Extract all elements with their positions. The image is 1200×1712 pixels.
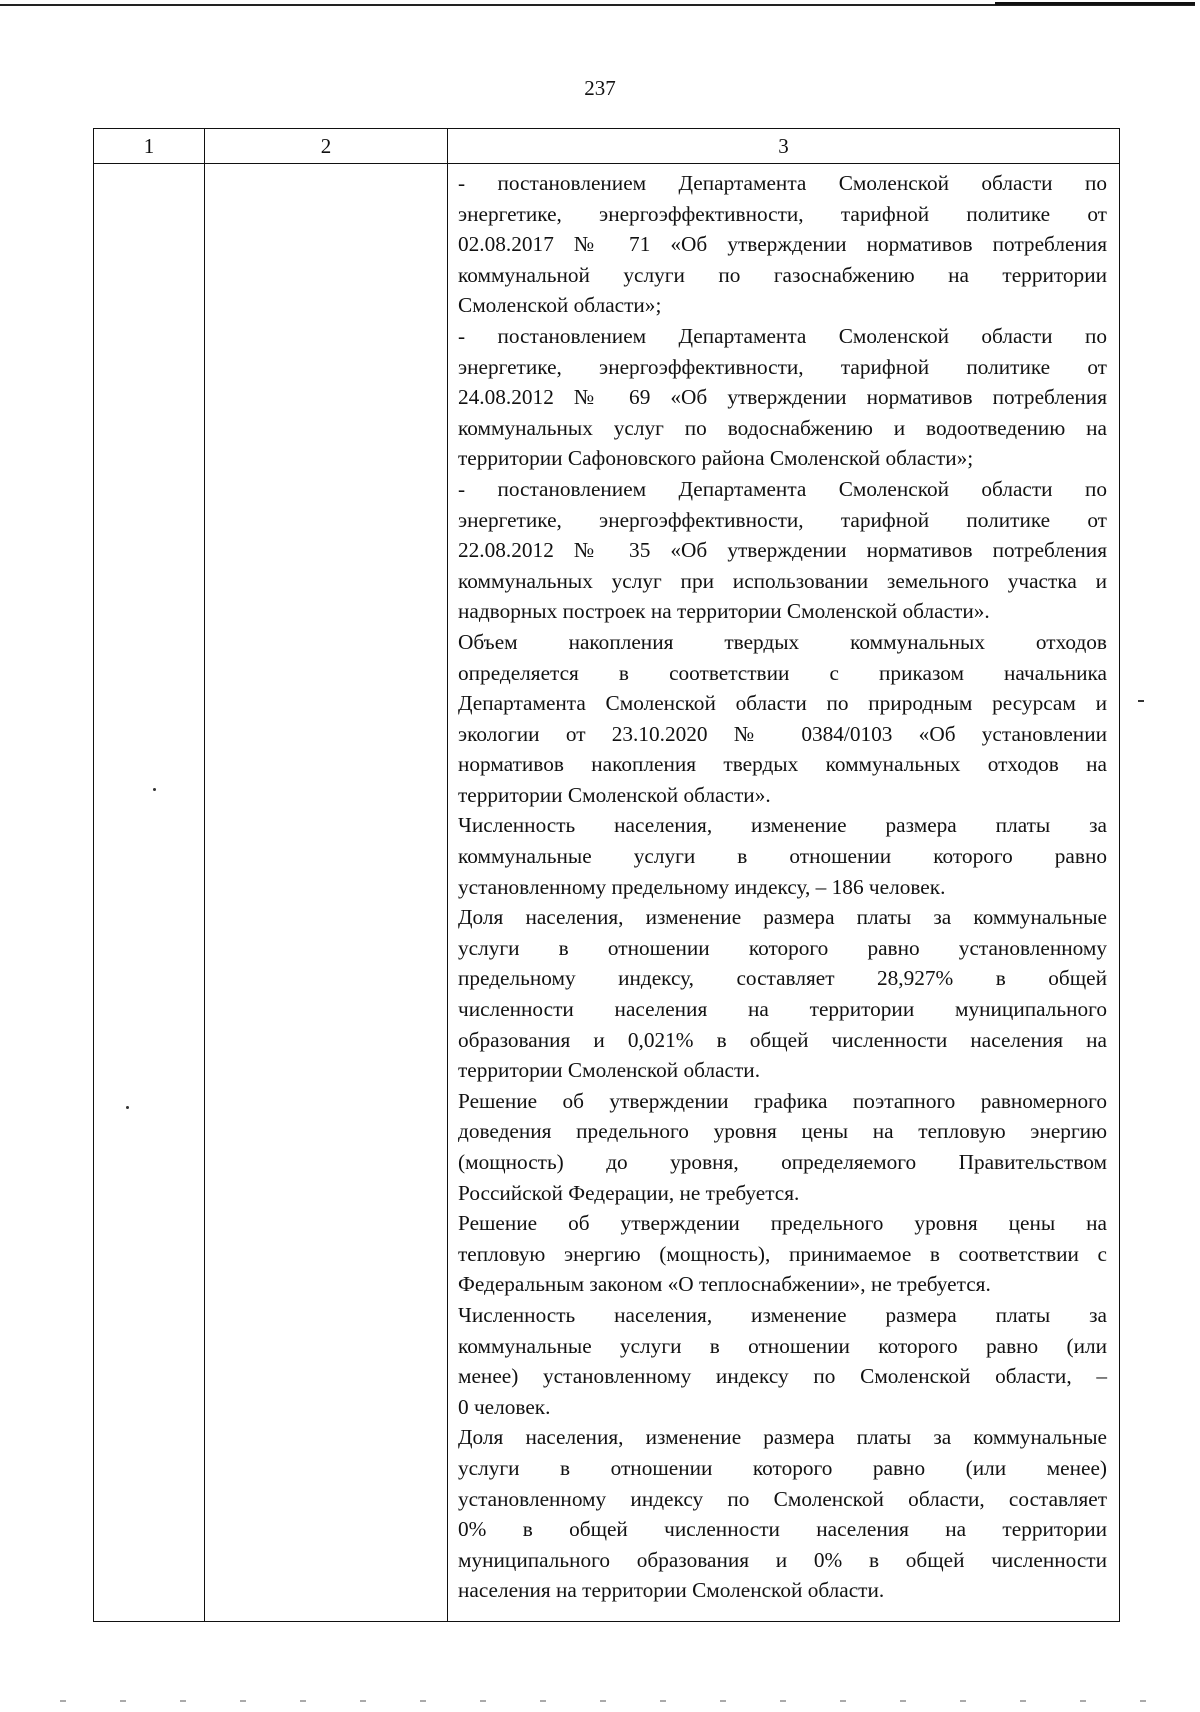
paragraph-line: 22.08.2012 № 35 «Об утверждении нормативов потребления <box>458 538 1107 563</box>
paragraph-line: - постановлением Департамента Смоленской области по <box>458 323 1107 348</box>
bottom-scan-noise <box>60 1700 1160 1702</box>
paragraph-line: экологии от 23.10.2020 № 0384/0103 «Об установлении <box>458 721 1107 746</box>
table-header-row <box>94 129 1120 164</box>
paragraph-line: тепловую энергию (мощность), принимаемое в соответствии с <box>458 1241 1107 1266</box>
paragraph-line: Департамента Смоленской области по природным ресурсам и <box>458 691 1107 716</box>
paragraph-line: коммунальных услуг по водоснабжению и водоотведению на <box>458 415 1107 440</box>
paragraph-list <box>458 168 1107 1606</box>
paragraph-line: 0 человек. <box>458 1394 551 1419</box>
paragraph-line: - постановлением Департамента Смоленской области по <box>458 476 1107 501</box>
column-header-2: 2 <box>205 129 448 164</box>
paragraph-line: Российской Федерации, не требуется. <box>458 1180 800 1205</box>
paragraph-line: коммунальные услуги в отношении которого равно (или <box>458 1333 1107 1358</box>
column-3-cell <box>448 164 1120 1622</box>
paragraph-line: территории Смоленской области. <box>458 1058 761 1083</box>
paragraph-line: Решение об утверждении предельного уровня цены на <box>458 1211 1107 1236</box>
paragraph-line: услуги в отношении которого равно установленному <box>458 935 1107 960</box>
paragraph-line: территории Смоленской области». <box>458 782 771 807</box>
paragraph-line: энергетике, энергоэффективности, тарифной политике от <box>458 201 1107 226</box>
paragraph-line: 02.08.2017 № 71 «Об утверждении нормативов потребления <box>458 232 1107 257</box>
paragraph-line: доведения предельного уровня цены на тепловую энергию <box>458 1119 1107 1144</box>
scan-speck <box>153 788 156 791</box>
paragraph-line: коммунальной услуги по газоснабжению на территории <box>458 262 1107 287</box>
paragraph-line: энергетике, энергоэффективности, тарифной политике от <box>458 354 1107 379</box>
paragraph-line: Численность населения, изменение размера платы за <box>458 813 1107 838</box>
top-scan-rule-mark <box>995 2 1195 5</box>
paragraph-line: муниципального образования и 0% в общей численности <box>458 1547 1107 1572</box>
paragraph-line: определяется в соответствии с приказом начальника <box>458 660 1107 685</box>
paragraph-line: предельному индексу, составляет 28,927% в общей <box>458 966 1107 991</box>
paragraph-line: 24.08.2012 № 69 «Об утверждении нормативов потребления <box>458 385 1107 410</box>
paragraph-line: численности населения на территории муниципального <box>458 997 1107 1022</box>
paragraph-line: Доля населения, изменение размера платы за коммунальные <box>458 905 1107 930</box>
paragraph-line: Федеральным законом «О теплоснабжении», не требуется. <box>458 1272 991 1297</box>
paragraph-line: нормативов накопления твердых коммунальных отходов на <box>458 752 1107 777</box>
paragraph-line: - постановлением Департамента Смоленской области по <box>458 171 1107 195</box>
document-table <box>93 128 1120 1622</box>
paragraph-line: Доля населения, изменение размера платы за коммунальные <box>458 1425 1107 1450</box>
paragraph-line: Объем накопления твердых коммунальных отходов <box>458 629 1107 654</box>
paragraph-line: установленному предельному индексу, – 186 человек. <box>458 874 946 899</box>
column-1-cell <box>94 164 205 1622</box>
paragraph-line: менее) установленному индексу по Смоленской области, – <box>458 1364 1107 1389</box>
paragraph-line: образования и 0,021% в общей численности населения на <box>458 1027 1107 1052</box>
table-body-row <box>94 164 1120 1622</box>
paragraph-line: (мощность) до уровня, определяемого Правительством <box>458 1150 1107 1174</box>
scan-speck <box>126 1106 129 1109</box>
column-header-3: 3 <box>448 129 1120 164</box>
margin-mark <box>1138 700 1144 702</box>
paragraph-line: услуги в отношении которого равно (или менее) <box>458 1455 1107 1480</box>
column-2-cell <box>205 164 448 1622</box>
paragraph-line: коммунальных услуг при использовании земельного участка и <box>458 568 1107 593</box>
paragraph-line: Численность населения, изменение размера платы за <box>458 1302 1107 1327</box>
paragraph-line: надворных построек на территории Смоленской области». <box>458 599 990 624</box>
paragraph-line: 0% в общей численности населения на территории <box>458 1517 1107 1542</box>
paragraph-line: коммунальные услуги в отношении которого равно <box>458 844 1107 869</box>
paragraph-line: установленному индексу по Смоленской области, составляет <box>458 1486 1107 1511</box>
paragraph-line: Решение об утверждении графика поэтапного равномерного <box>458 1088 1107 1113</box>
paragraph-line: энергетике, энергоэффективности, тарифной политике от <box>458 507 1107 532</box>
page-number: 237 <box>584 76 616 100</box>
paragraph-line: населения на территории Смоленской области. <box>458 1578 885 1603</box>
column-header-1: 1 <box>94 129 205 164</box>
paragraph-line: территории Сафоновского района Смоленской области»; <box>458 446 974 471</box>
paragraph-line: Смоленской области»; <box>458 293 662 318</box>
